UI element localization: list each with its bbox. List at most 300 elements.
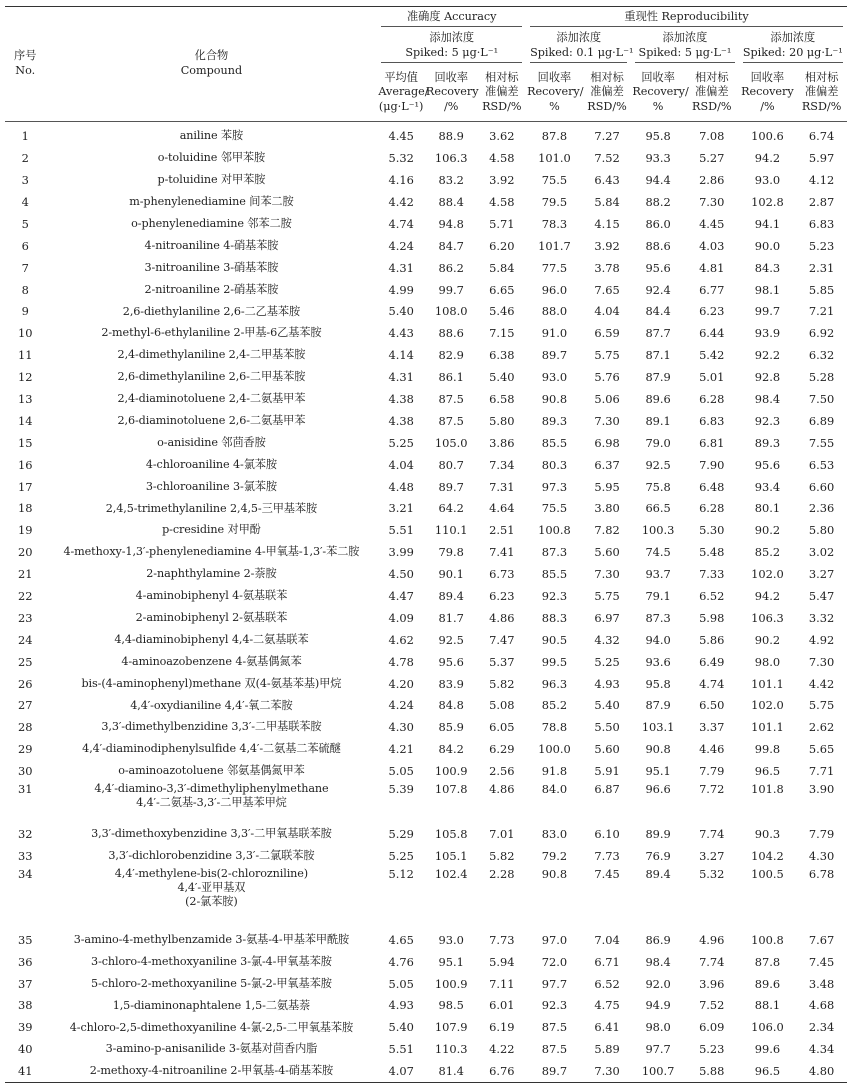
accuracy-average-cell: 4.30 [388, 720, 414, 735]
compound-name [45, 782, 377, 823]
accuracy-rsd-cell: 6.05 [489, 720, 515, 735]
table-body [5, 121, 847, 1083]
header-spiked-5-acc: Spiked: 5 μg·L⁻¹ [405, 45, 499, 59]
row-number: 6 [21, 238, 29, 253]
table-row [5, 651, 847, 673]
rep-01-recovery-cell: 89.7 [541, 1064, 568, 1079]
rep-01-rsd-cell: 7.73 [594, 848, 620, 863]
accuracy-recovery-cell: 102.4 [434, 867, 468, 881]
rep-5-recovery-cell: 90.8 [645, 742, 671, 757]
rep-20-recovery-cell: 101.1 [751, 720, 784, 735]
rep-01-rsd-cell: 7.45 [594, 867, 620, 881]
accuracy-average-cell: 5.25 [388, 435, 414, 450]
accuracy-average-cell: 4.31 [388, 260, 414, 275]
rep-01-rsd-cell: 7.65 [594, 282, 620, 297]
rep-5-recovery-cell: 89.6 [645, 392, 671, 406]
rep-01-rsd-cell: 6.87 [594, 782, 620, 797]
accuracy-recovery-cell: 105.1 [434, 848, 468, 863]
rep-20-recovery-cell: 95.6 [754, 457, 781, 472]
rep-01-recovery-cell: 79.2 [541, 848, 568, 863]
accuracy-average-cell: 4.65 [388, 932, 414, 947]
rep-01-recovery-cell: 97.3 [541, 479, 568, 494]
table-row [5, 951, 847, 973]
table-row [5, 121, 847, 147]
rep-5-recovery-cell: 93.7 [645, 567, 671, 582]
compound-name-line: o-anisidine 邻茴香胺 [157, 435, 266, 449]
accuracy-recovery-cell: 110.1 [434, 523, 468, 538]
rep-5-rsd-cell: 3.96 [699, 976, 725, 991]
rep-5-rsd-cell: 6.50 [699, 698, 725, 713]
rep-20-rsd-cell: 5.85 [808, 282, 835, 297]
rep-5-rsd-cell: 7.30 [699, 194, 725, 209]
compound-name-line: 2-methoxy-4-nitroaniline 2-甲氧基-4-硝基苯胺 [89, 1064, 334, 1078]
accuracy-average-cell: 4.20 [388, 676, 414, 691]
accuracy-recovery-cell: 93.0 [438, 932, 464, 947]
compound-name-line: aniline 苯胺 [179, 129, 244, 143]
accuracy-rsd-cell: 7.34 [489, 457, 515, 472]
header-spiked-01: Spiked: 0.1 μg·L⁻¹ [530, 45, 634, 59]
compound-name-line: 3-chloro-4-methoxyaniline 3-氯-4-甲氧基苯胺 [91, 954, 332, 968]
table-row [5, 366, 847, 388]
table-row [5, 929, 847, 951]
rep-20-recovery-cell: 88.1 [754, 998, 781, 1013]
accuracy-average-cell: 4.09 [388, 610, 414, 625]
rep-20-rsd-cell: 3.02 [808, 545, 835, 560]
rep-20-recovery-cell: 92.8 [754, 370, 781, 385]
row-number: 40 [17, 1042, 33, 1057]
rep-5-recovery-cell: 87.9 [645, 698, 671, 713]
accuracy-average-cell: 4.16 [388, 173, 414, 188]
accuracy-average-cell: 5.32 [388, 151, 414, 166]
rep-20-recovery-cell: 89.6 [754, 976, 781, 991]
compound-name-line: 4,4′-二氨基-3,3′-二甲基苯甲烷 [136, 796, 287, 810]
row-number: 35 [17, 932, 33, 947]
rep-20-rsd-cell: 6.89 [808, 413, 835, 428]
rep-5-rsd-cell: 6.09 [699, 1020, 725, 1035]
accuracy-rsd-cell: 7.11 [489, 976, 515, 991]
rep-5-rsd-cell: 7.33 [699, 567, 725, 582]
rep-5-rsd-cell: 4.81 [699, 260, 725, 275]
accuracy-average-cell: 3.99 [388, 545, 414, 560]
rep-5-rsd-cell: 6.77 [699, 282, 725, 297]
compound-name-line: 2,4,5-trimethylaniline 2,4,5-三甲基苯胺 [105, 501, 318, 515]
compound-name [45, 563, 377, 585]
table-row [5, 607, 847, 629]
rep-20-rsd-cell: 5.47 [808, 589, 835, 604]
rep-20-rsd-cell: 6.92 [808, 326, 835, 341]
compound-name-line: 3,3′-dichlorobenzidine 3,3′-二氯联苯胺 [108, 849, 315, 863]
row-number: 22 [17, 589, 33, 604]
rep-01-recovery-cell: 87.3 [541, 545, 568, 560]
rep-01-rsd-cell: 6.59 [594, 326, 620, 341]
rep-01-recovery-cell: 91.0 [541, 326, 568, 341]
compound-name [45, 301, 377, 323]
rep-20-rsd-cell: 4.30 [808, 848, 835, 863]
table-row [5, 388, 847, 410]
rep-5-recovery-cell: 89.9 [645, 827, 671, 842]
compound-name [45, 520, 377, 542]
accuracy-recovery-cell: 83.2 [438, 173, 464, 188]
accuracy-rsd-cell: 2.28 [489, 867, 515, 881]
rep-20-rsd-cell: 7.55 [808, 435, 835, 450]
compound-name-line: 4,4′-methylene-bis(2-chlorozniline) [114, 867, 309, 880]
row-number: 15 [17, 435, 33, 450]
compound-name [45, 673, 377, 695]
accuracy-average-cell: 4.24 [388, 698, 414, 713]
accuracy-average-cell: 5.05 [388, 976, 414, 991]
accuracy-recovery-cell: 87.5 [438, 413, 464, 428]
row-number: 11 [17, 348, 33, 363]
rep-5-recovery-cell: 95.8 [645, 676, 671, 691]
rep-20-recovery-cell: 98.1 [754, 282, 781, 297]
accuracy-rsd-cell: 3.62 [489, 129, 515, 144]
rep-5-recovery-cell: 74.5 [645, 545, 671, 560]
rep-5-recovery-cell: 88.2 [645, 194, 671, 209]
row-number: 37 [17, 976, 33, 991]
accuracy-rsd-cell: 4.86 [489, 782, 515, 797]
rep-01-rsd-cell: 6.97 [594, 610, 620, 625]
accuracy-average-cell: 4.14 [388, 348, 414, 363]
rep-01-rsd-cell: 6.43 [594, 173, 620, 188]
rep-20-recovery-cell: 101.1 [751, 676, 784, 691]
accuracy-average-cell: 5.25 [388, 848, 414, 863]
accuracy-recovery-cell: 110.3 [434, 1042, 468, 1057]
rep-01-recovery-cell: 101.0 [538, 151, 571, 166]
accuracy-recovery-cell: 95.1 [438, 954, 464, 969]
rep-20-recovery-cell: 92.3 [754, 413, 781, 428]
rep-5-recovery-cell: 75.8 [645, 479, 671, 494]
accuracy-average-cell: 4.50 [388, 567, 414, 582]
rep-01-recovery-cell: 87.5 [541, 1020, 568, 1035]
accuracy-average-cell: 4.45 [388, 129, 414, 144]
compound-name [45, 498, 377, 520]
rep-01-rsd-cell: 6.41 [594, 1020, 620, 1035]
row-number: 30 [17, 764, 33, 779]
compound-name-line: 3,3′-dimethylbenzidine 3,3′-二甲基联苯胺 [101, 720, 322, 734]
accuracy-recovery-cell: 95.6 [438, 654, 464, 669]
rep-20-recovery-cell: 93.4 [754, 479, 781, 494]
rep-20-rsd-cell: 7.50 [808, 392, 835, 406]
table-row [5, 476, 847, 498]
rep-5-rsd-cell: 5.48 [699, 545, 725, 560]
rep-20-recovery-cell: 98.4 [754, 392, 781, 406]
rep-20-recovery-cell: 99.6 [754, 1042, 781, 1057]
accuracy-recovery-cell: 100.9 [434, 976, 468, 991]
rep-5-rsd-cell: 5.86 [699, 632, 725, 647]
compound-name [45, 147, 377, 169]
table-row [5, 169, 847, 191]
compound-name-line: m-phenylenediamine 间苯二胺 [129, 195, 294, 209]
rep-5-recovery-cell: 96.6 [645, 782, 671, 797]
rep-20-rsd-cell: 5.97 [808, 151, 835, 166]
compound-name-line: 3-amino-4-methylbenzamide 3-氨基-4-甲基苯甲酰胺 [73, 932, 350, 946]
rep-5-recovery-cell: 95.6 [645, 260, 671, 275]
compound-name-line: 3-nitroaniline 3-硝基苯胺 [144, 260, 279, 274]
accuracy-rsd-cell: 2.56 [489, 764, 515, 779]
accuracy-average-cell: 5.51 [388, 523, 414, 538]
table-row [5, 995, 847, 1017]
compound-name [45, 995, 377, 1017]
rep-20-recovery-cell: 106.0 [751, 1020, 784, 1035]
rep-01-rsd-cell: 6.10 [594, 827, 620, 842]
rep-5-recovery-cell: 92.0 [645, 976, 671, 991]
rep-20-rsd-cell: 7.45 [808, 954, 835, 969]
compound-name-line: 2,4-dimethylaniline 2,4-二甲基苯胺 [117, 348, 306, 362]
rep-01-recovery-cell: 90.8 [541, 392, 568, 406]
table-row [5, 301, 847, 323]
table-row [5, 257, 847, 279]
accuracy-rsd-cell: 7.31 [489, 479, 515, 494]
rep-01-recovery-cell: 96.0 [541, 282, 568, 297]
rep-01-rsd-cell: 4.04 [594, 304, 620, 319]
rep-20-recovery-cell: 98.0 [754, 654, 781, 669]
rep-01-rsd-cell: 3.80 [594, 501, 620, 516]
col-header-recovery: 回收率 Recovery /% [425, 70, 479, 114]
rep-5-recovery-cell: 92.4 [645, 282, 671, 297]
accuracy-rsd-cell: 4.58 [489, 194, 515, 209]
col-header-compound: 化合物 Compound [45, 7, 377, 122]
table-row [5, 867, 847, 929]
compound-name [45, 1017, 377, 1039]
rep-20-recovery-cell: 102.8 [751, 194, 784, 209]
header-reproducibility: 重现性 Reproducibility [530, 10, 843, 27]
rep-20-rsd-cell: 5.75 [808, 698, 835, 713]
rep-20-rsd-cell: 5.28 [808, 370, 835, 385]
row-number: 27 [17, 698, 33, 713]
rep-01-rsd-cell: 7.30 [594, 567, 620, 582]
rep-01-recovery-cell: 89.3 [541, 413, 568, 428]
rep-01-rsd-cell: 5.60 [594, 545, 620, 560]
rep-5-rsd-cell: 4.96 [699, 932, 725, 947]
rep-5-rsd-cell: 5.23 [699, 1042, 725, 1057]
rep-20-recovery-cell: 104.2 [751, 848, 784, 863]
rep-5-rsd-cell: 5.88 [699, 1064, 725, 1079]
table-row [5, 520, 847, 542]
rep-20-recovery-cell: 96.5 [754, 764, 781, 779]
rep-5-rsd-cell: 6.28 [699, 392, 725, 406]
rep-20-recovery-cell: 100.6 [751, 129, 784, 144]
col-header-recovery: 回收率 Recovery /% [741, 70, 794, 114]
compound-name-line: 3-amino-p-anisanilide 3-氨基对茴香内脂 [105, 1042, 318, 1056]
rep-01-rsd-cell: 3.92 [594, 238, 620, 253]
compound-name [45, 1038, 377, 1060]
compound-name [45, 867, 377, 929]
accuracy-recovery-cell: 85.9 [438, 720, 464, 735]
rep-5-recovery-cell: 94.0 [645, 632, 671, 647]
rep-20-recovery-cell: 96.5 [754, 1064, 781, 1079]
row-number: 19 [17, 523, 33, 538]
table-row [5, 541, 847, 563]
rep-5-recovery-cell: 76.9 [645, 848, 671, 863]
rep-01-recovery-cell: 85.5 [541, 567, 568, 582]
compound-name [45, 845, 377, 867]
rep-20-rsd-cell: 6.74 [808, 129, 835, 144]
rep-20-recovery-cell: 94.2 [754, 589, 781, 604]
accuracy-average-cell: 4.62 [388, 632, 414, 647]
accuracy-recovery-cell: 107.8 [434, 782, 468, 797]
rep-01-rsd-cell: 7.27 [594, 129, 620, 144]
rep-01-recovery-cell: 84.0 [541, 782, 568, 797]
compound-name-line: 4,4′-diaminodiphenylsulfide 4,4′-二氨基二苯硫醚 [82, 742, 341, 756]
accuracy-average-cell: 4.43 [388, 326, 414, 341]
table-row [5, 410, 847, 432]
row-number: 38 [17, 998, 33, 1013]
accuracy-recovery-cell: 64.2 [438, 501, 464, 516]
rep-20-rsd-cell: 6.78 [808, 867, 835, 881]
rep-20-rsd-cell: 6.83 [808, 216, 835, 231]
rep-5-rsd-cell: 6.52 [699, 589, 725, 604]
accuracy-recovery-cell: 89.4 [438, 589, 464, 604]
row-number: 12 [17, 370, 33, 385]
accuracy-recovery-cell: 81.7 [438, 610, 464, 625]
rep-20-recovery-cell: 102.0 [751, 698, 784, 713]
compound-name-line: 4-aminoazobenzene 4-氨基偶氮苯 [121, 654, 302, 668]
accuracy-average-cell: 4.93 [388, 998, 414, 1013]
rep-20-rsd-cell: 2.34 [808, 1020, 835, 1035]
accuracy-recovery-cell: 107.9 [434, 1020, 468, 1035]
rep-01-recovery-cell: 100.0 [538, 742, 571, 757]
compound-name [45, 323, 377, 345]
compound-name [45, 823, 377, 845]
rep-20-recovery-cell: 102.0 [751, 567, 784, 582]
accuracy-recovery-cell: 81.4 [438, 1064, 464, 1079]
compound-name-line: 4,4-diaminobiphenyl 4,4-二氨基联苯 [114, 632, 309, 646]
compound-name-line: p-cresidine 对甲酚 [162, 523, 261, 537]
col-header-recovery: 回收率 Recovery/ % [632, 70, 689, 114]
row-number: 36 [17, 954, 33, 969]
rep-20-rsd-cell: 4.68 [808, 998, 835, 1013]
accuracy-recovery-cell: 86.1 [438, 370, 464, 385]
table-row [5, 323, 847, 345]
compound-name [45, 257, 377, 279]
rep-20-rsd-cell: 7.30 [808, 654, 835, 669]
compound-name [45, 973, 377, 995]
row-number: 7 [21, 260, 29, 275]
accuracy-average-cell: 4.21 [388, 742, 414, 757]
rep-5-recovery-cell: 87.3 [645, 610, 671, 625]
rep-01-recovery-cell: 88.3 [541, 610, 568, 625]
rep-5-recovery-cell: 94.9 [645, 998, 671, 1013]
rep-5-recovery-cell: 79.0 [645, 435, 671, 450]
row-number: 34 [17, 867, 33, 881]
accuracy-average-cell: 4.47 [388, 589, 414, 604]
row-number: 9 [21, 304, 29, 319]
compound-name [45, 454, 377, 476]
rep-01-recovery-cell: 90.5 [541, 632, 568, 647]
header-spiked-5-rep: Spiked: 5 μg·L⁻¹ [638, 45, 732, 59]
compound-name-line: 5-chloro-2-methoxyaniline 5-氯-2-甲氧基苯胺 [91, 976, 332, 990]
accuracy-recovery-cell: 100.9 [434, 764, 468, 779]
rep-20-rsd-cell: 2.31 [808, 260, 835, 275]
col-header-rsd: 相对标 准偏差 RSD/% [587, 70, 627, 114]
accuracy-rsd-cell: 2.51 [489, 523, 515, 538]
accuracy-average-cell: 5.29 [388, 827, 414, 842]
compound-name-line: o-phenylenediamine 邻苯二胺 [131, 217, 292, 230]
row-number: 33 [17, 848, 33, 863]
compound-name [45, 738, 377, 760]
table-row [5, 279, 847, 301]
rep-5-rsd-cell: 7.74 [699, 954, 725, 969]
accuracy-average-cell: 5.12 [388, 867, 414, 881]
rep-20-rsd-cell: 4.80 [808, 1064, 835, 1079]
compound-name [45, 388, 377, 410]
rep-01-rsd-cell: 4.15 [594, 216, 620, 231]
rep-20-recovery-cell: 100.8 [751, 932, 784, 947]
rep-01-rsd-cell: 7.82 [594, 523, 620, 538]
rep-5-rsd-cell: 5.01 [699, 370, 725, 385]
compound-name-line: p-toluidine 对甲苯胺 [157, 173, 266, 187]
table-row [5, 845, 847, 867]
table-row [5, 695, 847, 717]
row-number: 17 [17, 479, 33, 494]
rep-5-rsd-cell: 5.30 [699, 523, 725, 538]
accuracy-rsd-cell: 6.76 [489, 1064, 515, 1079]
rep-20-recovery-cell: 99.7 [754, 304, 781, 319]
rep-5-recovery-cell: 93.3 [645, 151, 671, 166]
rep-01-rsd-cell: 5.25 [594, 654, 620, 669]
compound-name [45, 541, 377, 563]
rep-20-rsd-cell: 4.12 [808, 173, 835, 188]
accuracy-recovery-cell: 105.0 [434, 435, 468, 450]
accuracy-recovery-cell: 82.9 [438, 348, 464, 363]
rep-20-rsd-cell: 2.62 [808, 720, 835, 735]
rep-01-rsd-cell: 6.98 [594, 435, 620, 450]
accuracy-recovery-cell: 87.5 [438, 392, 464, 406]
compound-name-line: 2-nitroaniline 2-硝基苯胺 [144, 282, 279, 296]
accuracy-rsd-cell: 6.19 [489, 1020, 515, 1035]
compound-name [45, 929, 377, 951]
rep-01-recovery-cell: 85.5 [541, 435, 568, 450]
table-row [5, 717, 847, 739]
rep-01-recovery-cell: 83.0 [541, 827, 568, 842]
rep-20-rsd-cell: 7.79 [808, 827, 835, 842]
rep-20-rsd-cell: 3.48 [808, 976, 835, 991]
accuracy-average-cell: 4.74 [388, 216, 414, 231]
compound-name-line: 4,4′-oxydianiline 4,4′-氧二苯胺 [130, 698, 293, 712]
compound-name [45, 1060, 377, 1082]
accuracy-average-cell: 4.78 [388, 654, 414, 669]
rep-01-recovery-cell: 90.8 [541, 867, 568, 881]
accuracy-average-cell: 4.24 [388, 238, 414, 253]
accuracy-recovery-cell: 84.8 [438, 698, 464, 713]
table-row [5, 147, 847, 169]
rep-5-recovery-cell: 79.1 [645, 589, 671, 604]
rep-01-recovery-cell: 99.5 [541, 654, 568, 669]
accuracy-average-cell: 4.38 [388, 392, 414, 406]
header-spiked-20: Spiked: 20 μg·L⁻¹ [742, 45, 843, 59]
rep-20-rsd-cell: 2.36 [808, 501, 835, 516]
accuracy-recovery-cell: 86.2 [438, 260, 464, 275]
col-header-seq: 序号 No. [5, 7, 45, 122]
table-row [5, 213, 847, 235]
rep-20-recovery-cell: 94.2 [754, 151, 781, 166]
rep-01-rsd-cell: 5.84 [594, 194, 620, 209]
rep-01-recovery-cell: 92.3 [541, 589, 568, 604]
accuracy-recovery-cell: 84.2 [438, 742, 464, 757]
rep-5-rsd-cell: 6.48 [699, 479, 725, 494]
accuracy-recovery-cell: 83.9 [438, 676, 464, 691]
rep-5-rsd-cell: 4.45 [699, 216, 725, 231]
accuracy-rsd-cell: 7.41 [489, 545, 515, 560]
compound-name-line: o-aminoazotoluene 邻氨基偶氮甲苯 [118, 764, 305, 778]
compound-name [45, 169, 377, 191]
rep-01-rsd-cell: 7.30 [594, 413, 620, 428]
rep-01-rsd-cell: 7.04 [594, 932, 620, 947]
rep-20-rsd-cell: 6.53 [808, 457, 835, 472]
row-number: 2 [21, 151, 29, 166]
compound-name [45, 585, 377, 607]
rep-20-recovery-cell: 94.1 [754, 216, 781, 231]
